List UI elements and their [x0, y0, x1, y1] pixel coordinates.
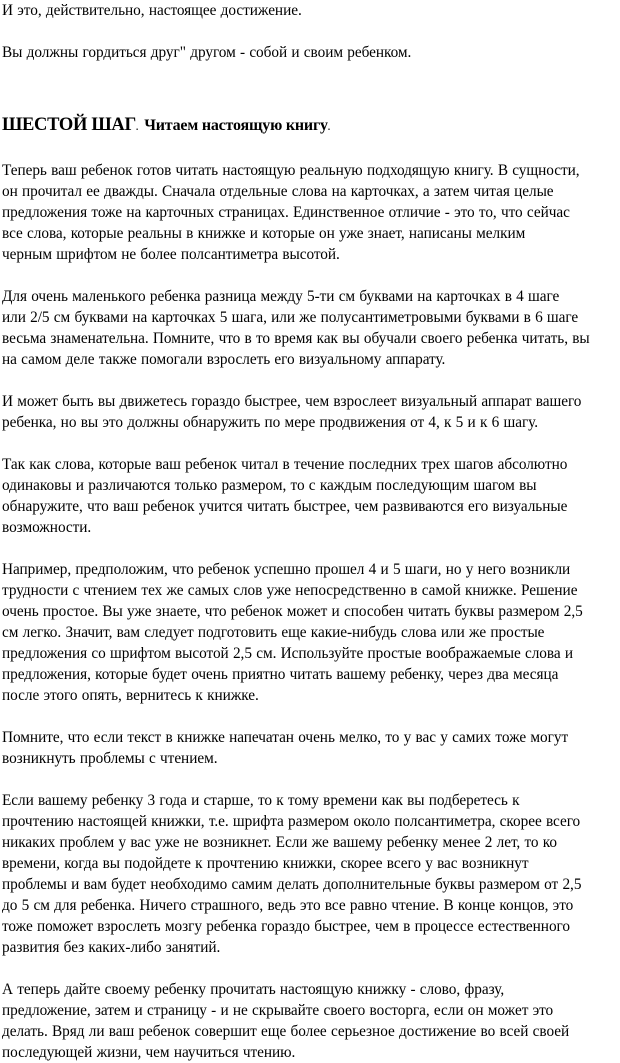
- text-line: очень простое. Вы уже знаете, что ребенок может и способен читать буквы размером 2,5: [2, 603, 583, 620]
- text-line: возможности.: [2, 519, 92, 536]
- text-line: времени, когда вы подойдете к прочтению книжки, скорее всего у вас возникнут: [2, 855, 529, 872]
- text-line: все слова, которые реальны в книжке и которые он уже знает, написаны мелким: [2, 225, 526, 242]
- text-line: весьма знаменательна. Помните, что в то время как вы обучали своего ребенка читать, вы: [2, 330, 590, 347]
- paragraph-5: [2, 559, 620, 706]
- paragraph-4: [2, 454, 620, 538]
- intro-line-1: И это, действительно, настоящее достижение.: [2, 2, 302, 19]
- paragraph-6: [2, 727, 620, 769]
- text-line: А теперь дайте своему ребенку прочитать настоящую книжку - слово, фразу,: [2, 981, 505, 998]
- intro-line-2: Вы должны гордиться друг" другом - собой и своим ребенком.: [2, 44, 412, 61]
- text-line: он прочитал ее дважды. Сначала отдельные слова на карточках, а затем читая целые: [2, 183, 554, 200]
- text-line: трудности с чтением тех же самых слов уже непосредственно в самой книжке. Решение: [2, 582, 578, 599]
- spacer: [2, 433, 620, 454]
- text-line: предложения тоже на карточных страницах. Единственное отличие - это то, что сейчас: [2, 204, 570, 221]
- text-line: предложения со шрифтом высотой 2,5 см. Используйте простые воображаемые слова и: [2, 645, 574, 662]
- paragraph-3: [2, 391, 620, 433]
- spacer: [2, 958, 620, 979]
- heading-separator: .: [135, 122, 139, 132]
- paragraph-1: [2, 160, 620, 265]
- text-line: тоже поможет взрослеть мозгу ребенка гораздо быстрее, чем в процессе естественного: [2, 918, 570, 935]
- text-line: никаких проблем у вас уже не возникнет. Если же вашему ребенку менее 2 лет, то ко: [2, 834, 557, 851]
- text-line: на самом деле также помогали взрослеть его визуальному аппарату.: [2, 351, 446, 368]
- text-line: предложения, которые будет очень приятно читать вашему ребенку, через два месяца: [2, 666, 559, 683]
- text-line: делать. Вряд ли ваш ребенок совершит еще более серьезное достижение во всей своей: [2, 1023, 570, 1040]
- text-line: Помните, что если текст в книжке напечатан очень мелко, то у вас у самих тоже могут: [2, 729, 569, 746]
- spacer: [2, 370, 620, 391]
- section-heading: [2, 111, 620, 139]
- text-line: одинаковы и различаются только размером, то с каждым последующим шагом вы: [2, 477, 537, 494]
- text-line: Например, предположим, что ребенок успешно прошел 4 и 5 шаги, но у него возникли: [2, 561, 571, 578]
- spacer: [2, 769, 620, 790]
- text-line: прочтению настоящей книжки, т.е. шрифта размером около полсантиметра, скорее всего: [2, 813, 581, 830]
- text-line: Для очень маленького ребенка разница между 5-ти см буквами на карточках в 4 шаге: [2, 288, 560, 305]
- paragraph-7: [2, 790, 620, 958]
- spacer: [2, 139, 620, 160]
- text-line: возникнуть проблемы с чтением.: [2, 750, 218, 767]
- text-line: ребенка, но вы это должны обнаружить по мере продвижения от 4, к 5 и к 6 шагу.: [2, 414, 539, 431]
- paragraph-2: [2, 286, 620, 370]
- spacer: [2, 63, 620, 105]
- text-line: И может быть вы движетесь гораздо быстрее, чем взрослеет визуальный аппарат вашего: [2, 393, 582, 410]
- spacer: [2, 21, 620, 42]
- text-line: обнаружите, что ваш ребенок учится читать быстрее, чем развиваются его визуальные: [2, 498, 568, 515]
- heading-title: Читаем настоящую книгу: [144, 117, 328, 134]
- paragraph-8: [2, 979, 620, 1063]
- text-line: или 2/5 см буквами на карточках 5 шага, или же полусантиметровыми буквами в 6 шаге: [2, 309, 579, 326]
- text-line: черным шрифтом не более полсантиметра высотой.: [2, 246, 340, 263]
- heading-step: ШЕСТОЙ ШАГ: [2, 115, 136, 135]
- text-line: предложение, затем и страницу - и не скрывайте своего восторга, если он может это: [2, 1002, 554, 1019]
- text-line: последующей жизни, чем научиться чтению.: [2, 1044, 296, 1061]
- heading-end: .: [327, 122, 331, 132]
- spacer: [2, 538, 620, 559]
- text-line: после этого опять, вернитесь к книжке.: [2, 687, 259, 704]
- spacer: [2, 706, 620, 727]
- text-line: см легко. Значит, вам следует подготовить еще какие-нибудь слова или же простые: [2, 624, 545, 641]
- text-line: до 5 см для ребенка. Ничего страшного, ведь это все равно чтение. В конце концов, это: [2, 897, 574, 914]
- text-line: развития без каких-либо занятий.: [2, 939, 221, 956]
- spacer: [2, 265, 620, 286]
- text-line: Так как слова, которые ваш ребенок читал в течение последних трех шагов абсолютно: [2, 456, 568, 473]
- text-line: Теперь ваш ребенок готов читать настоящую реальную подходящую книгу. В сущности,: [2, 162, 580, 179]
- text-line: Если вашему ребенку 3 года и старше, то к тому времени как вы подберетесь к: [2, 792, 520, 809]
- text-line: проблемы и вам будет необходимо самим делать дополнительные буквы размером от 2,5: [2, 876, 582, 893]
